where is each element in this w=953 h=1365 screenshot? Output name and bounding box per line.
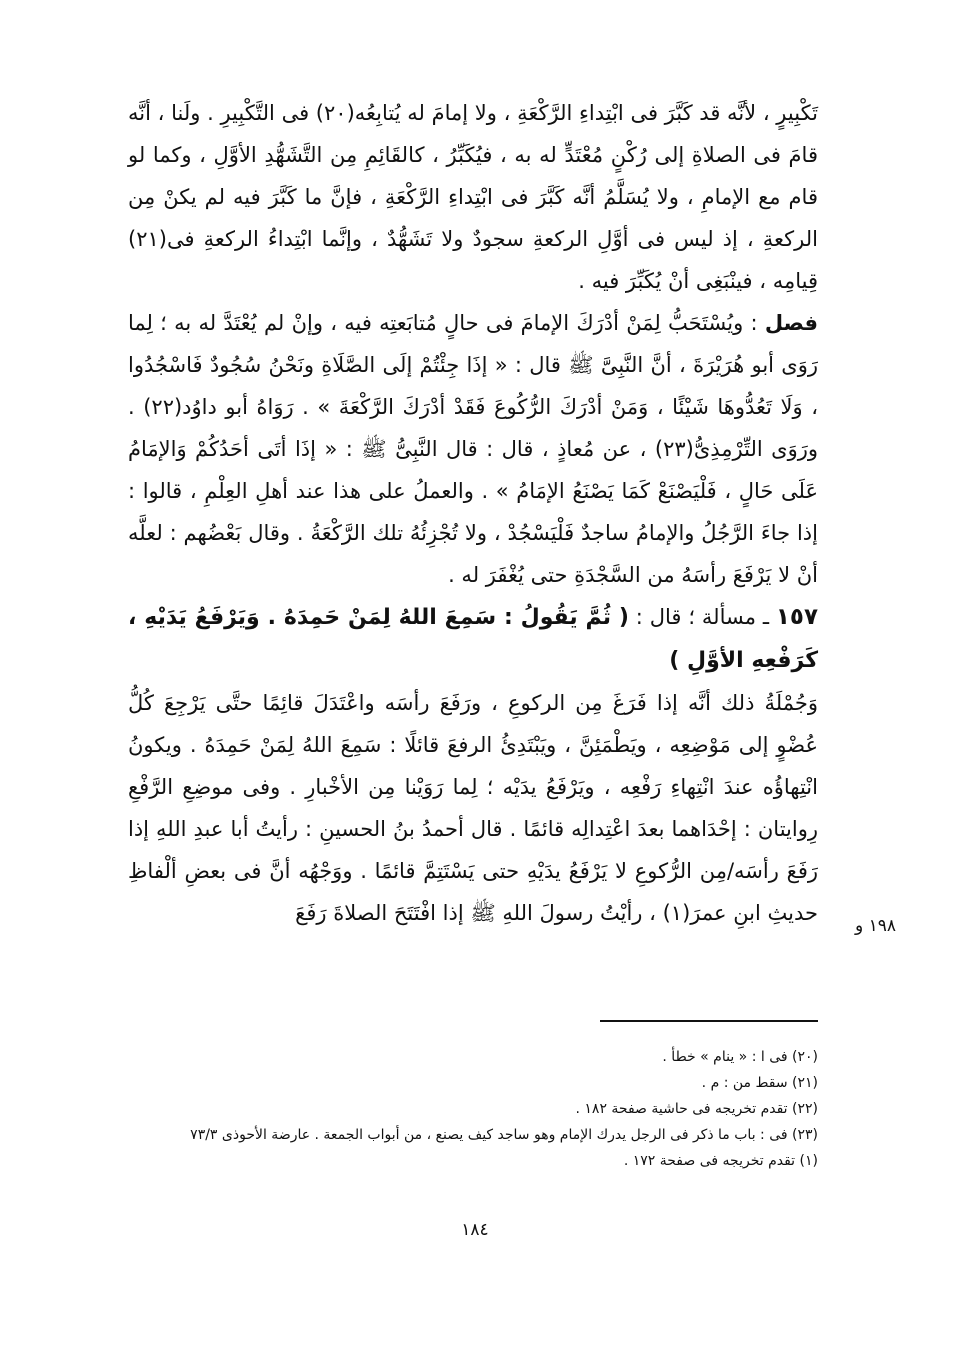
fasl-heading: فصل bbox=[764, 311, 818, 335]
footnote-1: (١) تقدم تخريجه فى صفحة ١٧٢ . bbox=[623, 1153, 818, 1169]
margin-folio-note: ١٩٨ و bbox=[854, 916, 896, 936]
footnote-23: (٢٣) فى : باب ما ذكر فى الرجل يدرك الإمام وهو ساجد كيف يصنع ، من أبواب الجمعة . عارضة الأحوذى ٧٣/٣ bbox=[190, 1127, 818, 1143]
masala-label: ـ مسألة ؛ قال : bbox=[628, 605, 776, 629]
paragraph-closing: وَجُمْلَةُ ذلك أنَّه إذا فَرَغَ مِن الركوعِ ، ورَفَعَ رأسَه واعْتَدَلَ قائِمًا حتَّى يَرْجِعَ كُلُّ عُضْوٍ إلى مَوْضِعِه ، ويَطْمَئِنَّ ، ويَبْتَدِئُ الرفعَ قائلًا : سَمِعَ اللهُ لِمَنْ حَمِدَهُ . ويكونُ انْتِهاؤُه عندَ انْتِهاءِ رَفْعِه ، ويَرْفَعُ يدَيْه ؛ لِما رَوَيْنا مِن الأخْبارِ . وفى موضِعِ الرَّفْعِ رِوايتان : إحْدَاهما بعدَ اعْتِدالِه قائمًا . قال أحمدُ بنُ الحسينِ : رأيتُ أبا عبدِ اللهِ إذا رَفَعَ رأسَه/مِن الرُّكوعِ لا يَرْفَعُ يدَيْهِ حتى يَسْتَتِمَّ قائمًا . ووَجْهُه أنَّ فى بعضِ ألْفاظِ حديثِ ابنِ عمرَ(١) ، رأيْتُ رسولَ اللهِ ﷺ إذا افْتَتَحَ الصلاةَ رَفَعَ bbox=[128, 691, 818, 925]
page-number: ١٨٤ bbox=[461, 1220, 489, 1240]
paragraph-continuation: تَكْبِيرٍ ، لأنَّه قد كَبَّرَ فى ابْتِداءِ الرَّكْعَةِ ، ولا إمامَ له يُتابِعُه(٢٠) فى التَّكْبِيرِ . ولَنا ، أنَّه قامَ فى الصلاةِ إلى رُكْنٍ مُعْتَدٍّ له به ، فيُكَبِّرُ ، كالقَائِمِ مِن التَّشَهُّدِ الأوَّلِ ، وكما لو قام مع الإمامِ ، ولا يُسَلَّمُ أنَّه كَبَّرَ فى ابْتِداءِ الرَّكْعَةِ ، فإنَّ ما كَبَّرَ فيه لم يكنْ مِن الركعةِ ، إذ ليس فى أوَّلِ الركعةِ سجودٌ ولا تَشَهُّدٌ ، وإنَّما ابْتِداءُ الركعةِ فى(٢١) قِيامِه ، فينْبَغِى أنْ يُكَبِّرَ فيه . bbox=[128, 101, 819, 293]
paragraph-fasl bbox=[128, 302, 818, 596]
main-text bbox=[128, 92, 818, 934]
fasl-text: : ويُسْتَحَبُّ لِمَنْ أدْرَكَ الإمامَ فى حالٍ مُتابَعتِه فيه ، وإنْ لم يُعْتَدَّ له به ؛ لِما رَوَى أبو هُرَيْرَةَ ، أنَّ النَّبِىَّ ﷺ قال : « إذَا جِئْتُمْ إلَى الصَّلَاةِ ونَحْنُ سُجُودٌ فَاسْجُدُوا ، وَلَا تَعُدُّوهَا شَيْئًا ، وَمَنْ أدْرَكَ الرُّكُوعَ فَقَدْ أدْرَكَ الرَّكْعَةَ » . رَوَاهُ أبو داوُد(٢٢) . ورَوَى التِّرْمِذِىُّ(٢٣) ، عن مُعاذٍ ، قال : قال النَّبِىُّ ﷺ : « إذَا أتَى أحَدُكُمْ وَالإمَامُ عَلَى حَالٍ ، فَلْيَصْنَعْ كَمَا يَصْنَعُ الإمَامُ » . والعملُ على هذا عند أهلِ العِلْمِ ، قالوا : إذا جاءَ الرَّجُلُ والإمامُ ساجدٌ فَلْيَسْجُدْ ، ولا تُجْزِئُهُ تلك الرَّكْعَةُ . وقال بَعْضُهم : لعلَّه أنْ لا يَرْفَعَ رأسَهُ من السَّجْدَةِ حتى يُغْفَرَ له . bbox=[128, 311, 819, 587]
masala-quote: ( ثُمَّ يَقُولُ : سَمِعَ اللهُ لِمَنْ حَمِدَهُ . وَيَرْفَعُ يَدَيْهِ ، كَرَفْعِهِ الأوَّلِ ) bbox=[128, 605, 818, 673]
footnote-22: (٢٢) تقدم تخريجه فى حاشية صفحة ١٨٢ . bbox=[575, 1101, 818, 1117]
footnote-21: (٢١) سقط من : م . bbox=[701, 1075, 818, 1091]
masala-heading bbox=[128, 596, 818, 682]
footnote-20: (٢٠) فى ا : « ينام » خطأ . bbox=[662, 1049, 818, 1065]
footnote-separator bbox=[600, 1020, 818, 1022]
masala-number: ١٥٧ bbox=[775, 604, 819, 630]
footnotes bbox=[140, 1044, 818, 1174]
